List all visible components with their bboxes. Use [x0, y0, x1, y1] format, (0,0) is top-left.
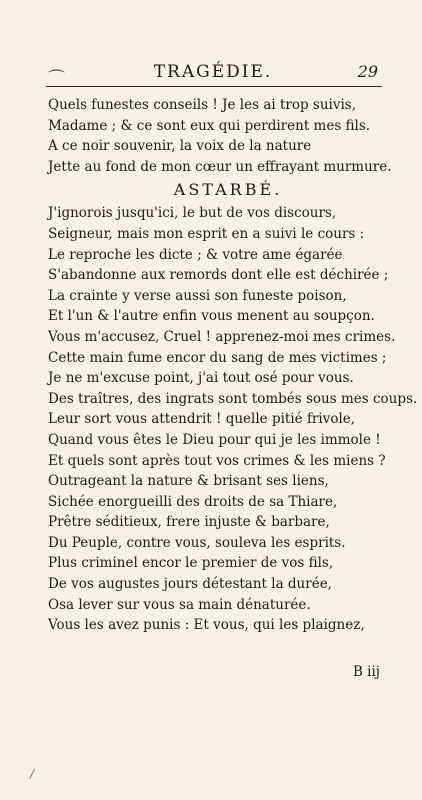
verse-line: Leur sort vous attendrit ! quelle pitié frivole, — [48, 411, 356, 428]
verse-line: Plus criminel encor le premier de vos fils, — [48, 555, 334, 572]
ornament-icon: ⌒ — [48, 69, 65, 89]
signature-mark: B iij — [352, 664, 380, 680]
running-title: TRAGÉDIE. — [153, 62, 273, 82]
verse-line: Du Peuple, contre vous, souleva les esprits. — [48, 534, 346, 551]
verse-line: Osa lever sur vous sa main dénaturée. — [48, 596, 311, 613]
page-number: 29 — [357, 62, 378, 81]
verse-line: Vous m'accusez, Cruel ! apprenez-moi mes crimes. — [48, 328, 396, 345]
margin-mark: / — [30, 767, 35, 781]
verse-line: Seigneur, mais mon esprit en a suivi le cours : — [48, 225, 365, 242]
verse-line: Des traîtres, des ingrats sont tombés sous mes coups. — [48, 390, 418, 407]
verse-line: Le reproche les dicte ; & votre ame égarée — [48, 246, 343, 263]
verse-line: Vous les avez punis : Et vous, qui les plaignez, — [48, 617, 365, 634]
verse-line: Et quels sont après tout vos crimes & les miens ? — [48, 452, 386, 469]
verse-line: Et l'un & l'autre enfin vous menent au soupçon. — [48, 308, 375, 325]
verse-line: J'ignorois jusqu'ici, le but de vos discours, — [48, 205, 337, 222]
verse-line: La crainte y verse aussi son funeste poison, — [48, 287, 347, 304]
running-header — [48, 60, 378, 89]
verse-line: S'abandonne aux remords dont elle est déchirée ; — [48, 267, 389, 284]
speaker-name: ASTARBÉ. — [173, 180, 283, 200]
verse-line: Prêtre séditieux, frere injuste & barbare, — [48, 514, 330, 531]
verse-line: Je ne m'excuse point, j'ai tout osé pour vous. — [48, 370, 354, 387]
verse-line: Jette au fond de mon cœur un effrayant murmure. — [48, 158, 392, 175]
header-rule — [46, 86, 382, 87]
verse-line: Quand vous êtes le Dieu pour qui je les immole ! — [48, 431, 381, 448]
verse-line: Madame ; & ce sont eux qui perdirent mes fils. — [48, 117, 371, 134]
verse-line: Cette main fume encor du sang de mes victimes ; — [48, 349, 387, 366]
verse-line: Sichée enorgueilli des droits de sa Thiare, — [48, 493, 338, 510]
verse-line: A ce noir souvenir, la voix de la nature — [48, 138, 312, 155]
verse-text — [48, 95, 418, 636]
verse-line: De vos augustes jours détestant la durée, — [48, 576, 332, 593]
verse-line: Outrageant la nature & brisant ses liens, — [48, 473, 329, 490]
verse-line: Quels funestes conseils ! Je les ai trop suivis, — [48, 97, 357, 113]
